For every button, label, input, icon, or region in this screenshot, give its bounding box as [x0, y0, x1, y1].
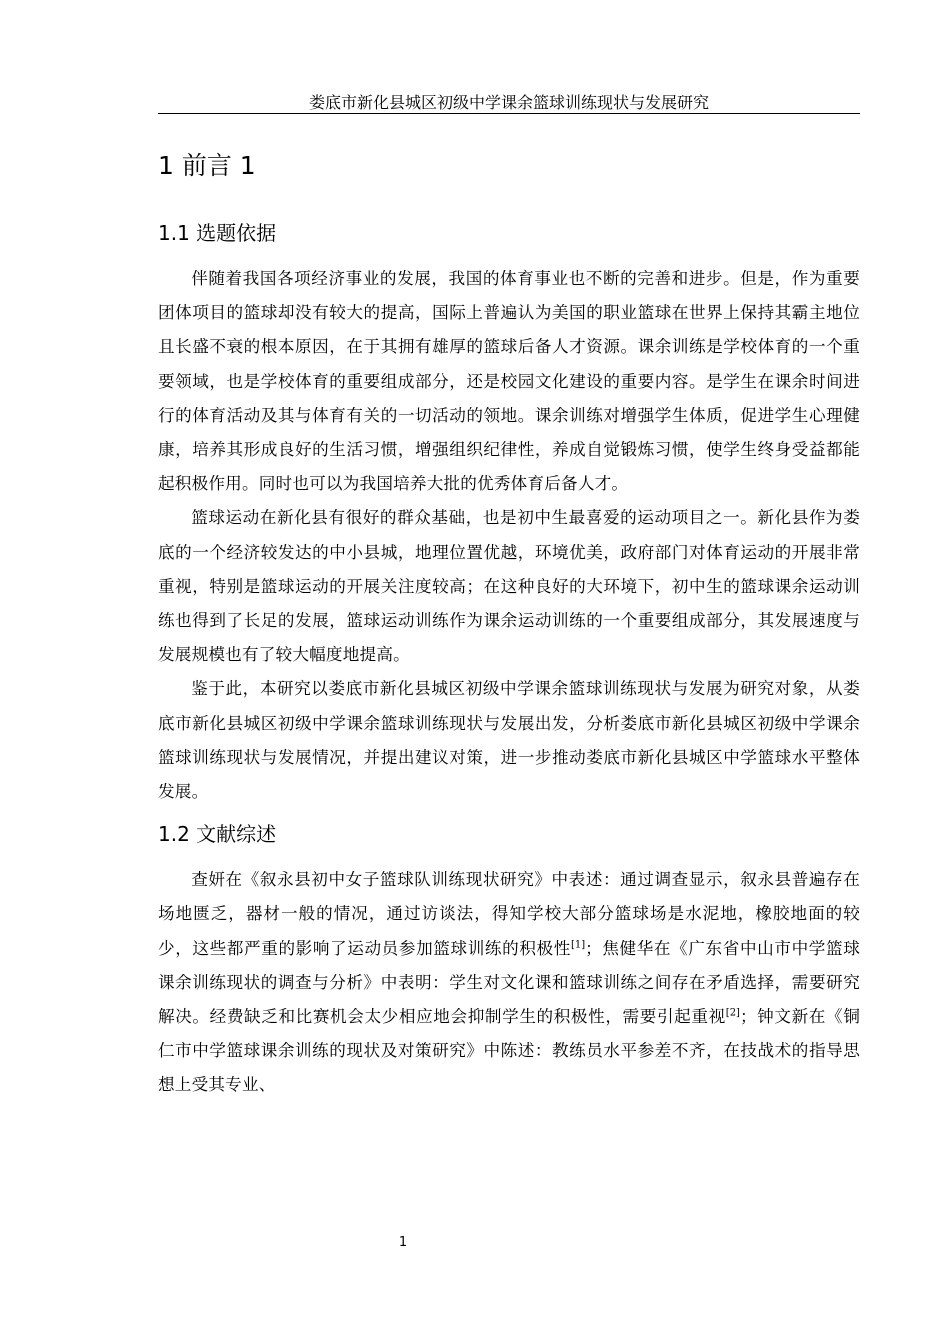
chapter-title: 1 前言 1: [158, 151, 256, 180]
citation-1: [1]: [570, 939, 586, 951]
page-number: 1: [398, 1235, 408, 1250]
section-title-1-2: 1.2 文献综述: [158, 822, 277, 847]
paragraph-4-part-c: ；钟文新在《铜仁市中学篮球课余训练的现状及对策研究》中陈述：教练员水平参差不齐，在技战术的指导思想上受其专业、: [158, 1007, 860, 1095]
paragraph-1: 伴随着我国各项经济事业的发展，我国的体育事业也不断的完善和进步。但是，作为重要团体项目的篮球却没有较大的提高，国际上普遍认为美国的职业篮球在世界上保持其霸主地位且长盛不衰的根本原因，在于其拥有雄厚的篮球后备人才资源。课余训练是学校体育的一个重要领域，也是学校体育的重要组成部分，还是校园文化建设的重要内容。是学生在课余时间进行的体育活动及其与体育有关的一切活动的领地。课余训练对增强学生体质，促进学生心理健康，培养其形成良好的生活习惯，增强组织纪律性，养成自觉锻炼习惯，使学生终身受益都能起积极作用。同时也可以为我国培养大批的优秀体育后备人才。: [158, 269, 860, 494]
paragraph-4: [158, 863, 860, 1102]
header-rule: [158, 113, 860, 114]
running-header: 娄底市新化县城区初级中学课余篮球训练现状与发展研究: [308, 93, 709, 112]
paragraph-3: 鉴于此，本研究以娄底市新化县城区初级中学课余篮球训练现状与发展为研究对象，从娄底市新化县城区初级中学课余篮球训练现状与发展出发，分析娄底市新化县城区初级中学课余篮球训练现状与发展情况，并提出建议对策，进一步推动娄底市新化县城区中学篮球水平整体发展。: [158, 679, 860, 802]
paragraph-4-part-a: 查妍在《叙永县初中女子篮球队训练现状研究》中表述：通过调查显示，叙永县普遍存在场地匮乏，器材一般的情况，通过访谈法，得知学校大部分篮球场是水泥地，橡胶地面的较少，这些都严重的影响了运动员参加篮球训练的积极性: [158, 870, 860, 958]
citation-2: [2]: [725, 1007, 740, 1019]
paragraph-4-part-b: ；焦健华在《广东省中山市中学篮球课余训练现状的调查与分析》中表明：学生对文化课和篮球训练之间存在矛盾选择，需要研究解决。经费缺乏和比赛机会太少相应地会抑制学生的积极性，需要引起重视: [158, 938, 860, 1027]
paragraph-2: 篮球运动在新化县有很好的群众基础，也是初中生最喜爱的运动项目之一。新化县作为娄底的一个经济较发达的中小县城，地理位置优越，环境优美，政府部门对体育运动的开展非常重视，特别是篮球运动的开展关注度较高；在这种良好的大环境下，初中生的篮球课余运动训练也得到了长足的发展，篮球运动训练作为课余运动训练的一个重要组成部分，其发展速度与发展规模也有了较大幅度地提高。: [158, 508, 860, 665]
page-content: [158, 140, 860, 1103]
section-title-1-1: 1.1 选题依据: [158, 221, 277, 245]
